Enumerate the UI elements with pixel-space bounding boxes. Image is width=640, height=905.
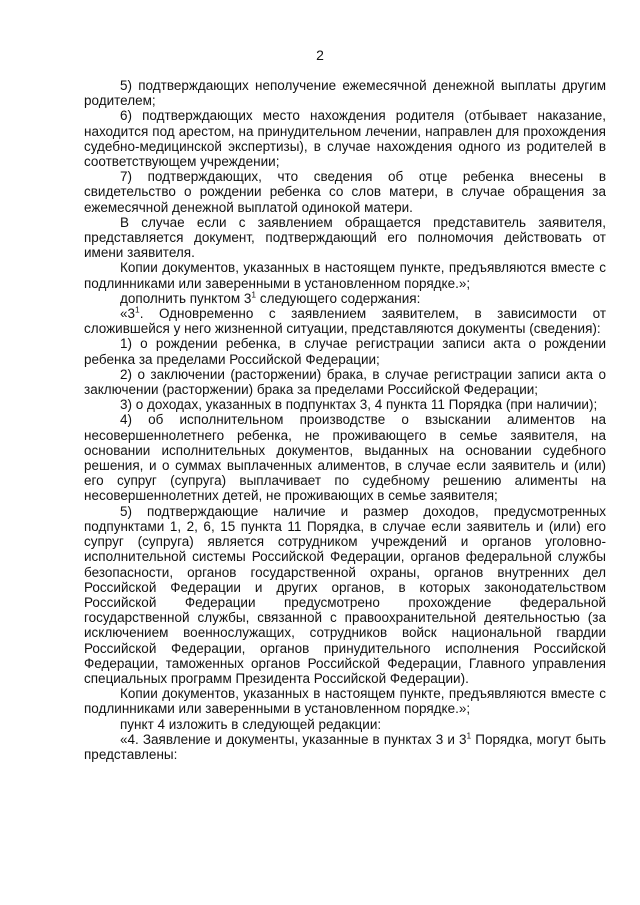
paragraph-point-4-amend: пункт 4 изложить в следующей редакции:: [120, 716, 382, 732]
paragraph-text-before: «3: [120, 306, 136, 322]
paragraph-text-after: следующего содержания:: [256, 290, 421, 306]
paragraph-text-before: «4. Заявление и документы, указанные в пунктах 3 и 3: [120, 731, 467, 747]
paragraph-document-copies: Копии документов, указанных в настоящем пункте, предъявляются вместе с подлинниками или заверенными в установленном порядке.»;: [84, 260, 606, 291]
superscript: 1: [251, 289, 257, 300]
paragraph-birth-record: 1) о рождении ребенка, в случае регистрации записи акта о рождении ребенка за пределами Российской Федерации;: [84, 336, 606, 367]
paragraph-document-copies-2: Копии документов, указанных в настоящем пункте, предъявляются вместе с подлинниками или заверенными в установленном порядке.»;: [84, 686, 606, 717]
paragraph-text-after: Порядка, могут быть представлены:: [84, 731, 606, 762]
superscript: 1: [135, 304, 140, 315]
superscript: 1: [466, 730, 472, 741]
paragraph-representative: В случае если с заявлением обращается представитель заявителя, представляется документ, подтверждающий его полномочия действовать от имени заявителя.: [84, 214, 606, 261]
document-body: [84, 78, 606, 762]
paragraph-text-after: . Одновременно с заявлением заявителем, в зависимости от сложившейся у него жизненной ситуации, представляются документы (сведения):: [84, 306, 606, 337]
page-number: 2: [316, 47, 324, 63]
paragraph-point-4-text: [84, 732, 606, 762]
paragraph-item-5-non-receipt: 5) подтверждающих неполучение ежемесячной денежной выплаты другим родителем;: [84, 78, 606, 109]
paragraph-income: 3) о доходах, указанных в подпунктах 3, 4 пункта 11 Порядка (при наличии);: [120, 397, 598, 413]
paragraph-alimony: 4) об исполнительном производстве о взыскании алиментов на несовершеннолетнего ребенка, не проживающего в семье заявителя, на основании исполнительных документов, выданных на основании судебного решения, и о суммах выплаченных алиментов, в случае если заявитель и (или) его супруг (супруга) выплачивает по судебному решению алименты на несовершеннолетних детей, не проживающих в семье заявителя;: [84, 412, 606, 504]
paragraph-service-income: 5) подтверждающие наличие и размер доходов, предусмотренных подпунктами 1, 2, 6, 15 пункта 11 Порядка, в случае если заявитель и (или) его супруг (супруга) является сотрудником учреждений и органов уголовно-исполнительной системы Российской Федерации, органов федеральной службы безопасности, органов государственной охраны, органов внутренних дел Российской Федерации и других органов, в которых законодательством Российской Федерации предусмотрено прохождение федеральной государственной службы, связанной с правоохранительной деятельностью (за исключением военнослужащих, сотрудников войск национальной гвардии Российской Федерации, органов принудительного исполнения Российской Федерации, таможенных органов Российской Федерации, Главного управления специальных программ Президента Российской Федерации).: [84, 503, 606, 686]
paragraph-point-3-1-intro: [84, 306, 606, 336]
paragraph-item-7-father-info: 7) подтверждающих, что сведения об отце ребенка внесены в свидетельство о рождении ребенка со слов матери, в случае обращения за ежемесячной денежной выплатой одинокой матери.: [84, 169, 606, 215]
paragraph-add-point-3-1: [84, 291, 606, 306]
paragraph-marriage-record: 2) о заключении (расторжении) брака, в случае регистрации записи акта о заключении (расторжении) брака за пределами Российской Федерации;: [84, 366, 606, 398]
paragraph-item-6-parent-location: 6) подтверждающих место нахождения родителя (отбывает наказание, находится под арестом, на принудительном лечении, направлен для прохождения судебно-медицинской экспертизы), в случае нахождения одного из родителей в соответствующем учреждении;: [84, 108, 606, 170]
paragraph-text-before: дополнить пунктом 3: [120, 290, 252, 306]
